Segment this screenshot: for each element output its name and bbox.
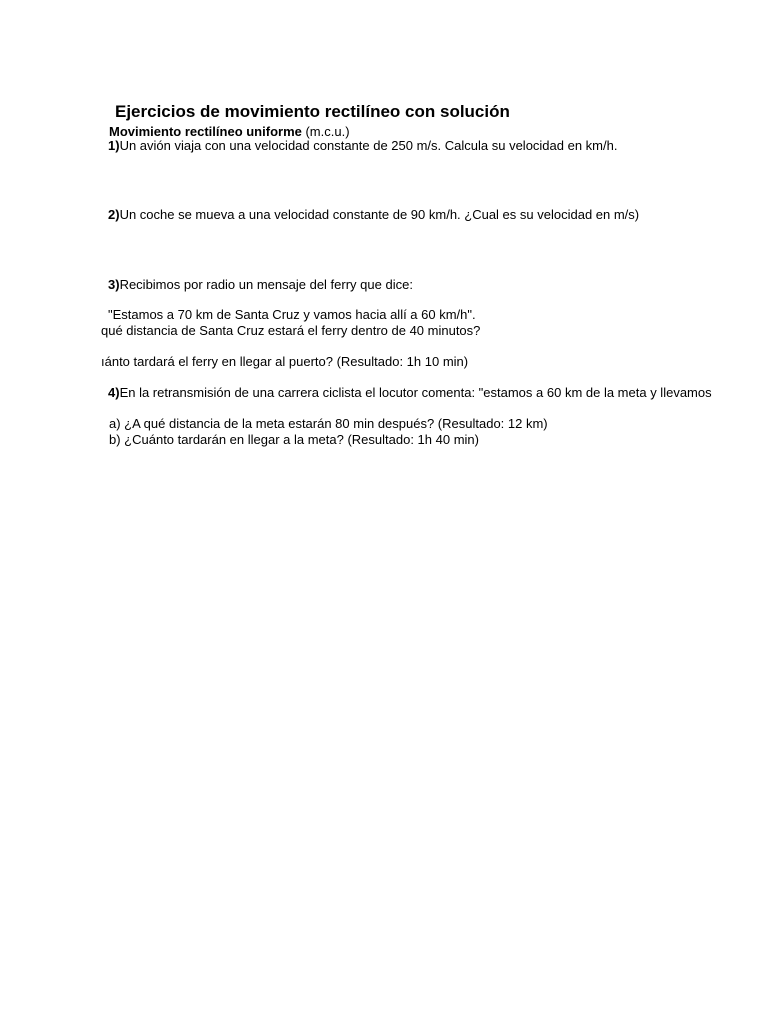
exercise-4-question-a: a) ¿A qué distancia de la meta estarán 80 min después? (Resultado: 12 km)	[109, 416, 548, 431]
exercise-4-question-b: b) ¿Cuánto tardarán en llegar a la meta? (Resultado: 1h 40 min)	[109, 432, 479, 447]
exercise-3	[108, 277, 413, 293]
exercise-number: 2)	[108, 207, 120, 222]
subtitle-bold: Movimiento rectilíneo uniforme	[109, 124, 302, 139]
subtitle-abbrev: (m.c.u.)	[301, 124, 350, 139]
exercise-text: En la retransmisión de una carrera ciclista el locutor comenta: "estamos a 60 km de la meta y llevamos	[119, 385, 712, 400]
page-title: Ejercicios de movimiento rectilíneo con solución	[115, 102, 510, 121]
exercise-text: Un coche se mueva a una velocidad constante de 90 km/h. ¿Cual es su velocidad en m/s)	[119, 207, 640, 222]
exercise-text: Recibimos por radio un mensaje del ferry que dice:	[119, 277, 413, 292]
exercise-number: 4)	[108, 385, 120, 400]
exercise-3-question-b: ıánto tardará el ferry en llegar al puerto? (Resultado: 1h 10 min)	[101, 354, 469, 369]
exercise-number: 1)	[108, 138, 120, 153]
exercise-3-question-a: qué distancia de Santa Cruz estará el ferry dentro de 40 minutos?	[101, 323, 481, 338]
exercise-2	[108, 207, 639, 223]
exercise-4	[108, 385, 768, 401]
exercise-3-quote: "Estamos a 70 km de Santa Cruz y vamos hacia allí a 60 km/h".	[108, 307, 476, 322]
exercise-1	[108, 138, 617, 154]
exercise-text: Un avión viaja con una velocidad constante de 250 m/s. Calcula su velocidad en km/h.	[119, 138, 618, 153]
exercise-number: 3)	[108, 277, 120, 292]
